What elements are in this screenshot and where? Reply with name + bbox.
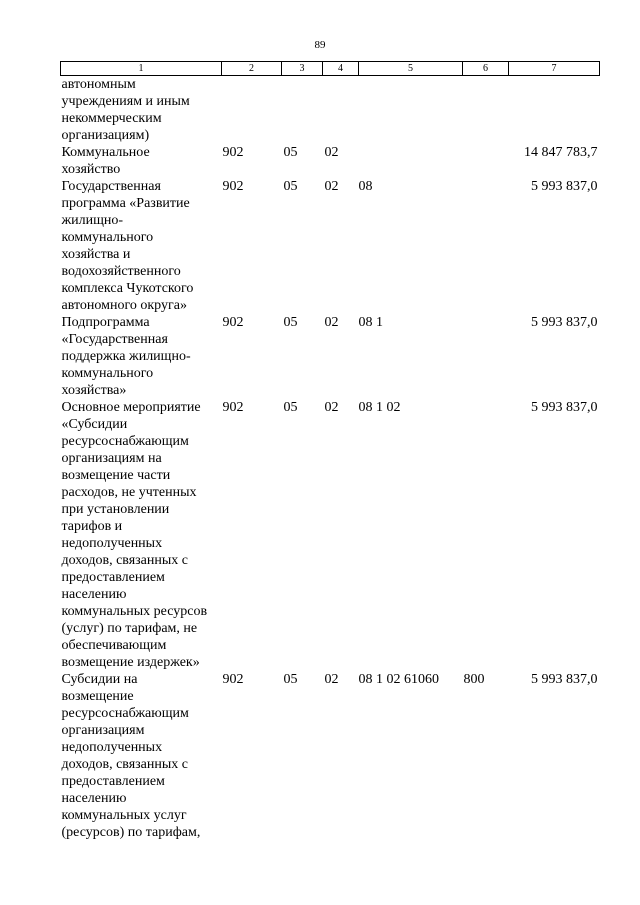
description-line: населению [61,791,127,806]
header-col-1: 1 [61,62,222,76]
admin-code: 902 [222,672,244,687]
description-line: организациям на [61,451,162,466]
target-article-code [359,144,463,178]
description-line: доходов, связанных с [61,553,188,568]
description-line: организациям [61,723,145,738]
row-description [61,314,222,399]
table-row [61,144,600,178]
description-line: программа «Развитие [61,196,190,211]
expense-type-code: 800 [463,672,485,687]
description-line: Государственная [61,179,161,194]
description-line: комплекса Чукотского [61,281,194,296]
description-line: Субсидии на [61,672,138,687]
admin-code: 902 [222,315,244,330]
table-row [61,399,600,671]
description-line: хозяйства» [61,383,127,398]
admin-code: 902 [222,145,244,160]
amount: 5 993 837,0 [531,672,598,687]
row-description [61,178,222,314]
description-line: хозяйство [61,162,121,177]
target-article-code: 08 [358,179,373,194]
admin-code: 902 [222,400,244,415]
description-line: хозяйства и [61,247,131,262]
amount: 5 993 837,0 [531,315,598,330]
description-line: недополученных [61,536,163,551]
description-line: обеспечивающим [61,638,167,653]
amount: 5 993 837,0 [531,179,598,194]
description-line: населению [61,587,127,602]
description-line: автономным [61,77,136,92]
table-row [61,76,600,145]
expense-type-code [463,144,509,178]
description-line: Основное мероприятие [61,400,201,415]
subsection-code: 02 [324,315,339,330]
description-line: возмещение [61,689,134,704]
table-body [61,76,600,842]
description-line: учреждениям и иным [61,94,190,109]
description-line: организациям) [61,128,150,143]
description-line: ресурсоснабжающим [61,706,189,721]
expense-type-code [463,399,509,671]
header-col-5: 5 [359,62,463,76]
header-col-3: 3 [282,62,323,76]
admin-code [222,76,282,145]
description-line: «Субсидии [61,417,128,432]
table-row [61,314,600,399]
header-col-2: 2 [222,62,282,76]
section-code: 05 [283,672,298,687]
description-line: коммунального [61,366,154,381]
expense-type-code [463,76,509,145]
description-line: предоставлением [61,570,165,585]
row-description [61,76,222,145]
description-line: недополученных [61,740,163,755]
page-number: 89 [314,39,326,51]
section-code [282,76,323,145]
target-article-code: 08 1 [358,315,383,330]
expense-type-code [463,314,509,399]
description-line: автономного округа» [61,298,187,313]
budget-table [60,61,600,841]
description-line: тарифов и [61,519,123,534]
header-row [61,62,600,76]
row-description [61,144,222,178]
description-line: жилищно- [61,213,124,228]
section-code: 05 [283,400,298,415]
description-line: (услуг) по тарифам, не [61,621,198,636]
table-header [61,62,600,76]
subsection-code: 02 [324,179,339,194]
description-line: расходов, не учтенных [61,485,197,500]
description-line: (ресурсов) по тарифам, [61,825,201,840]
section-code: 05 [283,315,298,330]
description-line: водохозяйственного [61,264,181,279]
description-line: возмещение части [61,468,171,483]
subsection-code [323,76,359,145]
description-line: при установлении [61,502,170,517]
header-col-6: 6 [463,62,509,76]
table-row [61,671,600,841]
description-line: коммунальных ресурсов [61,604,208,619]
description-line: Коммунальное [61,145,150,160]
description-line: ресурсоснабжающим [61,434,189,449]
subsection-code: 02 [324,672,339,687]
description-line: некоммерческим [61,111,162,126]
target-article-code: 08 1 02 [358,400,401,415]
description-line: поддержка жилищно- [61,349,191,364]
amount [509,76,600,145]
admin-code: 902 [222,179,244,194]
amount: 5 993 837,0 [531,400,598,415]
target-article-code: 08 1 02 61060 [358,672,439,687]
expense-type-code [463,178,509,314]
header-col-4: 4 [323,62,359,76]
target-article-code [359,76,463,145]
description-line: «Государственная [61,332,168,347]
table-row [61,178,600,314]
amount: 14 847 783,7 [524,145,598,160]
description-line: возмещение издержек» [61,655,200,670]
description-line: Подпрограмма [61,315,150,330]
row-description [61,399,222,671]
row-description [61,671,222,841]
description-line: коммунальных услуг [61,808,187,823]
header-col-7: 7 [509,62,600,76]
subsection-code: 02 [324,145,339,160]
description-line: коммунального [61,230,154,245]
description-line: доходов, связанных с [61,757,188,772]
section-code: 05 [283,179,298,194]
section-code: 05 [283,145,298,160]
description-line: предоставлением [61,774,165,789]
subsection-code: 02 [324,400,339,415]
